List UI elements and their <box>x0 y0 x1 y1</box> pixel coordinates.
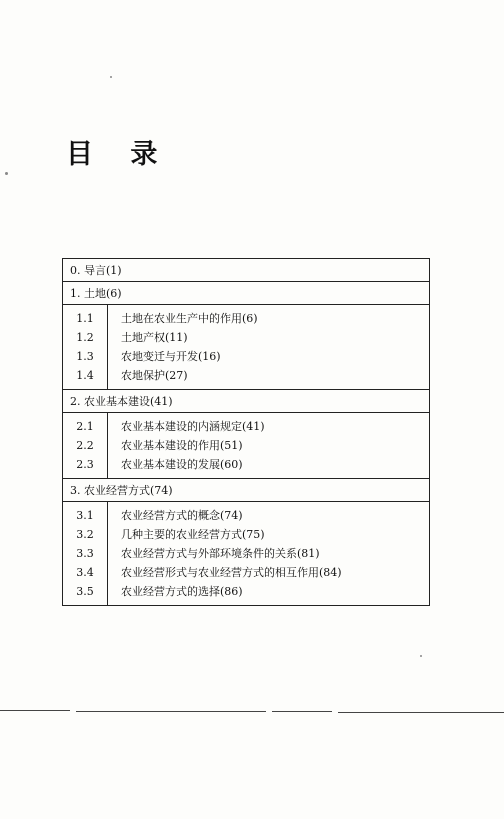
toc-entry <box>63 506 429 525</box>
entry-number: 2.3 <box>76 458 94 471</box>
page-title: 目 录 <box>66 139 172 170</box>
entry-title: 几种主要的农业经营方式(75) <box>107 525 265 544</box>
toc-entry <box>63 328 429 347</box>
toc-entry <box>63 544 429 563</box>
entry-number: 3.4 <box>76 566 94 579</box>
entry-title: 农业经营形式与农业经营方式的相互作用(84) <box>107 563 342 582</box>
toc-entry <box>63 309 429 328</box>
scan-speck <box>110 76 112 78</box>
toc-entry <box>63 347 429 366</box>
entry-title: 土地在农业生产中的作用(6) <box>107 305 258 328</box>
toc-subsection-list <box>63 412 429 478</box>
toc-entry <box>63 563 429 582</box>
entry-number: 2.1 <box>76 420 94 433</box>
toc-subsection-list <box>63 304 429 389</box>
entry-number: 1.1 <box>76 312 94 325</box>
toc-entry <box>63 455 429 474</box>
entry-number: 1.4 <box>76 369 94 382</box>
entry-title: 土地产权(11) <box>107 328 188 347</box>
entry-number: 2.2 <box>76 439 94 452</box>
table-of-contents <box>62 258 430 606</box>
entry-number: 3.3 <box>76 547 94 560</box>
scan-artifact-line <box>76 711 266 712</box>
entry-title: 农业经营方式的选择(86) <box>107 582 243 605</box>
entry-title: 农地变迁与开发(16) <box>107 347 221 366</box>
toc-entry <box>63 582 429 601</box>
entry-number: 1.3 <box>76 350 94 363</box>
entry-title: 农业经营方式与外部环境条件的关系(81) <box>107 544 320 563</box>
entry-number: 1.2 <box>76 331 94 344</box>
toc-section: 1. 土地(6) <box>63 281 429 304</box>
toc-entry <box>63 436 429 455</box>
scan-artifact-line <box>338 712 504 713</box>
toc-section: 2. 农业基本建设(41) <box>63 389 429 412</box>
toc-section: 0. 导言(1) <box>70 263 122 277</box>
toc-section: 3. 农业经营方式(74) <box>63 478 429 501</box>
entry-number: 3.2 <box>76 528 94 541</box>
entry-title: 农业经营方式的概念(74) <box>107 502 243 525</box>
entry-title: 农地保护(27) <box>107 366 188 389</box>
entry-number: 3.5 <box>76 585 94 598</box>
entry-number: 3.1 <box>76 509 94 522</box>
scan-speck <box>5 172 8 175</box>
toc-entry <box>63 417 429 436</box>
scan-artifact-line <box>0 710 70 711</box>
toc-entry <box>63 366 429 385</box>
entry-title: 农业基本建设的作用(51) <box>107 436 243 455</box>
entry-title: 农业基本建设的内涵规定(41) <box>107 413 265 436</box>
scan-speck <box>420 655 422 657</box>
entry-title: 农业基本建设的发展(60) <box>107 455 243 478</box>
scan-artifact-line <box>272 711 332 712</box>
toc-entry <box>63 525 429 544</box>
toc-subsection-list <box>63 501 429 605</box>
